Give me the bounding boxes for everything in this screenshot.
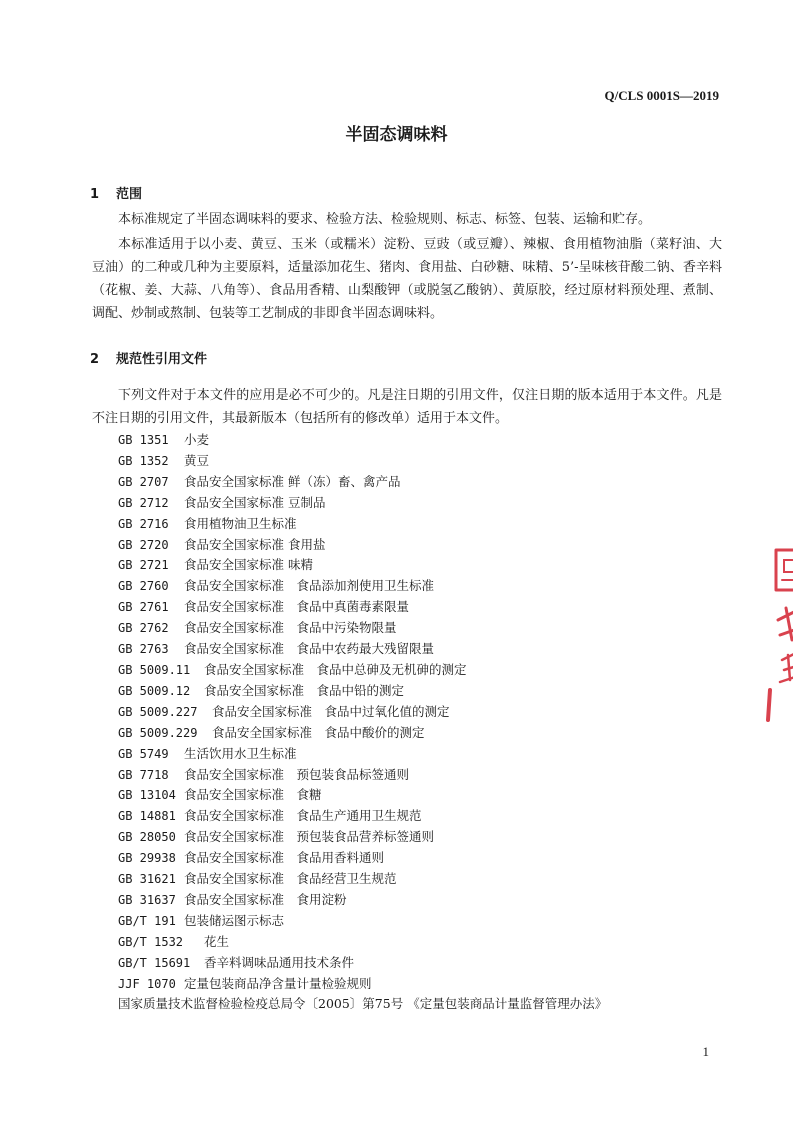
reference-title: 食品安全国家标准 鲜（冻）畜、禽产品: [184, 473, 401, 489]
reference-item: [118, 576, 607, 597]
reference-code: GB/T 1532: [118, 934, 184, 949]
reference-code: GB 2707: [118, 474, 169, 489]
reference-title: 黄豆: [184, 452, 210, 468]
reference-title: 小麦: [184, 432, 210, 447]
reference-item: [118, 681, 607, 702]
reference-item: [118, 932, 607, 953]
reference-title: 食品安全国家标准 食品中真菌毒素限量: [184, 599, 410, 615]
reference-item: [118, 785, 607, 806]
section-1-title: 范围: [116, 187, 143, 202]
reference-item: [118, 974, 607, 995]
reference-item: [118, 848, 607, 869]
reference-item: [118, 660, 607, 681]
reference-title: 生活饮用水卫生标准: [184, 745, 297, 761]
reference-item: [118, 597, 607, 618]
reference-item: [118, 911, 607, 932]
reference-item: [118, 430, 607, 451]
reference-item: [118, 472, 607, 493]
reference-code: JJF 1070: [118, 976, 176, 991]
reference-title: 包装储运图示标志: [184, 912, 285, 928]
section-2-number: 2: [90, 352, 100, 367]
reference-item: [118, 953, 607, 974]
reference-title: 食品安全国家标准 食品中农药最大残留限量: [184, 641, 435, 657]
reference-code: GB/T 15691: [118, 955, 191, 970]
reference-title: 食品安全国家标准 味精: [184, 557, 313, 573]
reference-code: GB 2760: [118, 579, 169, 594]
reference-title: 食品安全国家标准 食品用香料通则: [184, 850, 385, 866]
reference-item: [118, 702, 607, 723]
section-2-heading: [90, 348, 207, 367]
reference-item: [118, 723, 607, 744]
reference-item: [118, 514, 607, 535]
reference-code: GB 2720: [118, 537, 169, 552]
section-1-number: 1: [90, 187, 100, 202]
reference-title: 定量包装商品净含量计量检验规则: [184, 975, 372, 991]
reference-title: 花生: [204, 933, 230, 949]
reference-list: [118, 430, 607, 1015]
reference-title: 食品安全国家标准 预包装食品营养标签通则: [184, 829, 435, 845]
reference-item: [118, 869, 607, 890]
red-seal-stamp: [748, 530, 793, 730]
reference-code: GB 5009.229: [118, 725, 198, 740]
reference-item: [118, 535, 607, 556]
reference-code: GB 5009.227: [118, 704, 198, 719]
reference-code: GB 2762: [118, 621, 169, 636]
reference-title: 食品安全国家标准 食糖: [184, 787, 322, 803]
section-1-heading: [90, 183, 142, 202]
reference-title: 香辛料调味品通用技术条件: [204, 954, 355, 970]
reference-title: 食品安全国家标准 食品中过氧化值的测定: [212, 703, 450, 719]
reference-code: GB 5009.11: [118, 662, 191, 677]
reference-code: GB 2716: [118, 516, 169, 531]
reference-code: GB 2712: [118, 495, 169, 510]
reference-title: 食品安全国家标准 食品中总砷及无机砷的测定: [204, 661, 467, 677]
reference-code: GB 1351: [118, 433, 169, 447]
document-number: Q/CLS 0001S—2019: [604, 88, 719, 103]
reference-title: 食品安全国家标准 食品经营卫生规范: [184, 871, 397, 887]
reference-item: [118, 806, 607, 827]
reference-title: 国家质量技术监督检验检疫总局令〔2005〕第75号 《定量包装商品计量监督管理办法》: [118, 996, 608, 1012]
reference-title: 食品安全国家标准 食品中铅的测定: [204, 682, 405, 698]
document-title: 半固态调味料: [345, 125, 448, 145]
reference-code: GB 31621: [118, 872, 176, 887]
reference-title: 食品安全国家标准 食品中酸价的测定: [212, 724, 425, 740]
reference-item: [118, 451, 607, 472]
reference-item: [118, 555, 607, 576]
reference-item: [118, 493, 607, 514]
scope-paragraph-1: 本标准规定了半固态调味料的要求、检验方法、检验规则、标志、标签、包装、运输和贮存。: [118, 212, 652, 227]
reference-item: [118, 639, 607, 660]
reference-code: GB 5749: [118, 746, 169, 761]
reference-code: GB 2761: [118, 600, 169, 615]
reference-code: GB 14881: [118, 809, 176, 824]
section-2-title: 规范性引用文件: [116, 352, 208, 367]
reference-item: [118, 618, 607, 639]
reference-code: GB 2721: [118, 558, 169, 573]
reference-code: GB 31637: [118, 892, 176, 907]
references-intro: 下列文件对于本文件的应用是必不可少的。凡是注日期的引用文件，仅注日期的版本适用于本文件。凡是不注日期的引用文件，其最新版本（包括所有的修改单）适用于本文件。: [92, 388, 722, 426]
reference-code: GB 29938: [118, 851, 176, 866]
reference-code: GB 5009.12: [118, 683, 191, 698]
reference-title: 食品安全国家标准 豆制品: [184, 494, 326, 510]
reference-item: [118, 827, 607, 848]
reference-title: 食品安全国家标准 食品中污染物限量: [184, 620, 397, 636]
scope-paragraph-2: 本标准适用于以小麦、黄豆、玉米（或糯米）淀粉、豆豉（或豆瓣）、辣椒、食用植物油脂（菜籽油、大豆油）的二种或几种为主要原料，适量添加花生、猪肉、食用盐、白砂糖、味精、5’-呈味核苷酸二钠、香辛料（花椒、姜、大蒜、八角等）、食品用香精、山梨酸钾（或脱氢乙酸钠）、黄原胶，经过原材料预处理、煮制、调配、炒制或熬制、包装等工艺制成的非即食半固态调味料。: [92, 237, 722, 321]
reference-code: GB 1352: [118, 453, 169, 468]
reference-code: GB/T 191: [118, 913, 176, 928]
reference-code: GB 7718: [118, 767, 169, 782]
reference-title: 食品安全国家标准 食用盐: [184, 536, 326, 552]
reference-item: [118, 765, 607, 786]
reference-title: 食品安全国家标准 食品添加剂使用卫生标准: [184, 578, 435, 594]
reference-item: [118, 890, 607, 911]
reference-title: 食用植物油卫生标准: [184, 515, 297, 531]
reference-title: 食品安全国家标准 预包装食品标签通则: [184, 766, 410, 782]
reference-code: GB 28050: [118, 830, 176, 845]
reference-item: [118, 994, 607, 1015]
reference-title: 食品安全国家标准 食用淀粉: [184, 891, 347, 907]
reference-item: [118, 744, 607, 765]
reference-title: 食品安全国家标准 食品生产通用卫生规范: [184, 808, 422, 824]
reference-code: GB 13104: [118, 788, 176, 803]
reference-code: GB 2763: [118, 642, 169, 657]
page-number: 1: [702, 1044, 709, 1059]
